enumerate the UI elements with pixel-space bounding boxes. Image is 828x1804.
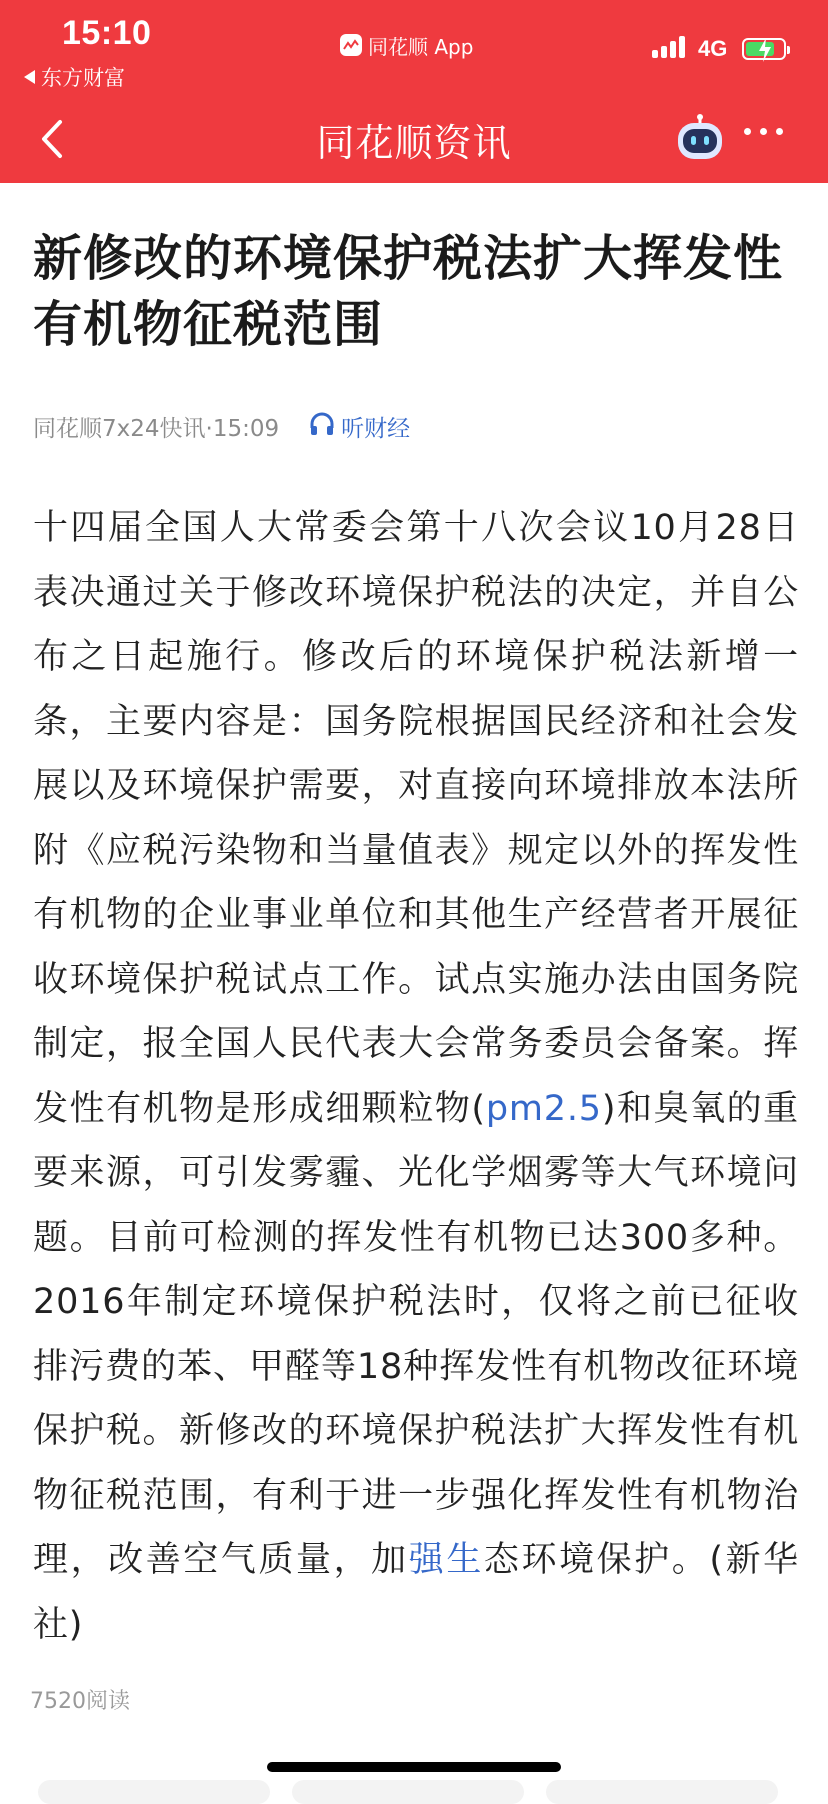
page-title: 同花顺资讯 xyxy=(316,121,512,165)
headphones-icon xyxy=(309,412,335,442)
article-body xyxy=(33,496,799,1657)
read-count: 7520阅读 xyxy=(30,1689,130,1714)
back-app-label: 东方财富 xyxy=(41,66,125,90)
bottom-action-bar xyxy=(0,1780,828,1792)
article-meta xyxy=(33,410,410,443)
listen-button[interactable] xyxy=(309,410,410,443)
article-title: 新修改的环境保护税法扩大挥发性有机物征税范围 xyxy=(33,230,784,353)
bottom-action-3[interactable] xyxy=(546,1780,778,1804)
network-type: 4G xyxy=(698,36,728,61)
listen-label: 听财经 xyxy=(341,416,411,442)
body-text-part2: )和臭氧的重要来源，可引发雾霾、光化学烟雾等大气环境问题。目前可检测的挥发性有机物已达300多种。2016年制定环境保护税法时，仅将之前已征收排污费的苯、甲醛等18种挥发性有机物改征环境保护税。新修改的环境保护税法扩大挥发性有机物征税范围，有利于进一步强化挥发性有机物治理，改善空气质量，加 xyxy=(33,1088,799,1580)
article-source: 同花顺7x24快讯·15:09 xyxy=(33,416,280,442)
back-to-app-link[interactable] xyxy=(24,62,125,92)
robot-assistant-icon[interactable] xyxy=(674,114,726,164)
more-dots-icon[interactable] xyxy=(744,128,783,135)
bottom-action-1[interactable] xyxy=(38,1780,270,1804)
pm25-link[interactable]: pm2.5 xyxy=(485,1088,602,1129)
app-header xyxy=(0,0,828,183)
body-text-part1: 十四届全国人大常委会第十八次会议10月28日表决通过关于修改环境保护税法的决定，并自公布之日起施行。修改后的环境保护税法新增一条，主要内容是：国务院根据国民经济和社会发展以及环境保护需要，对直接向环境排放本法所附《应税污染物和当量值表》规定以外的挥发性有机物的企业事业单位和其他生产经营者开展征收环境保护税试点工作。试点实施办法由国务院制定，报全国人民代表大会常务委员会备案。挥发性有机物是形成细颗粒物( xyxy=(33,508,799,1129)
app-logo-icon xyxy=(340,34,362,56)
signal-icon xyxy=(652,36,685,58)
app-indicator xyxy=(340,30,473,60)
home-indicator[interactable] xyxy=(267,1762,561,1772)
back-triangle-icon xyxy=(24,70,35,84)
status-time: 15:10 xyxy=(62,14,152,52)
bottom-action-2[interactable] xyxy=(292,1780,524,1804)
battery-icon xyxy=(742,38,786,60)
body-text-part3: 态环境保护。(新华社) xyxy=(33,1540,799,1645)
stock-link[interactable]: 强生 xyxy=(408,1540,484,1580)
app-name: 同花顺 App xyxy=(368,34,474,59)
